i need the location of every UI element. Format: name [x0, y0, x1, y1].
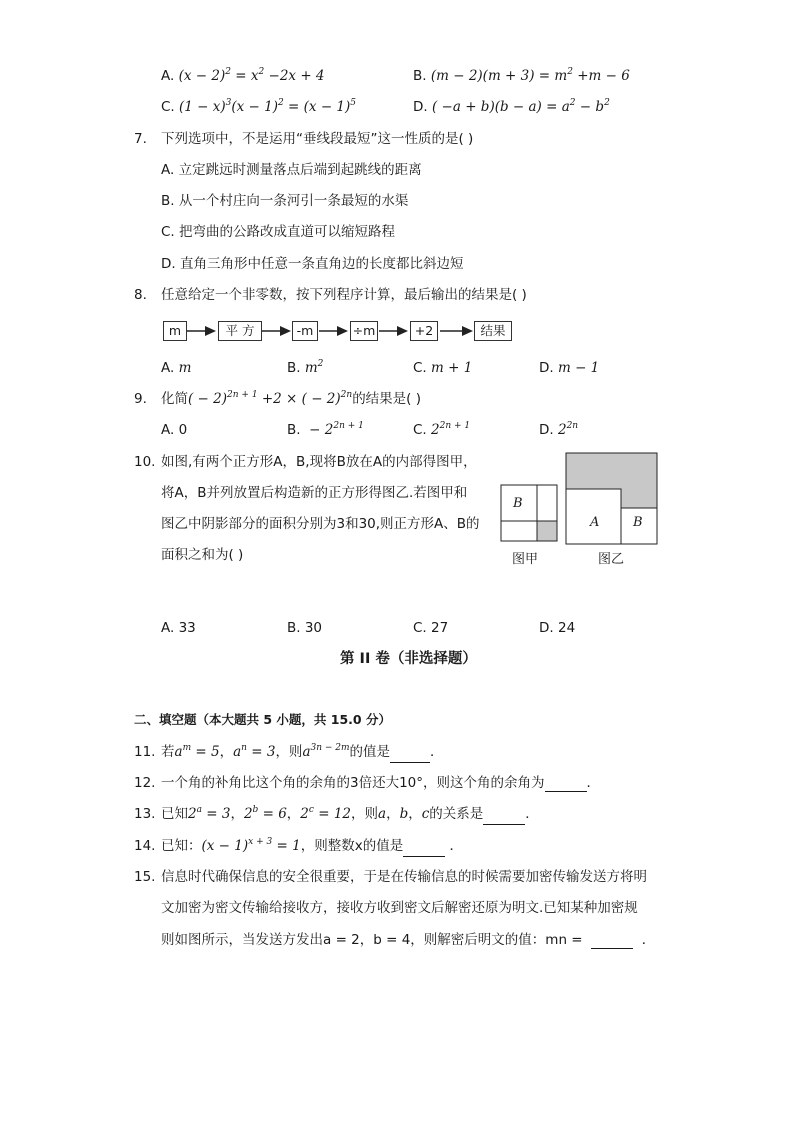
q11: 11. 若$a^m = 5$，$a^n = 3$，则$a^{3n - 2m}$的值是 ． [134, 743, 444, 763]
figure-yi-caption: 图乙 [598, 552, 625, 567]
answer-blank[interactable] [390, 748, 430, 763]
q6-option-a: A. $(x - 2)^2 = x^2 -2x + 4$ [161, 67, 325, 84]
answer-blank[interactable] [591, 934, 633, 949]
q7-option-d: D. 直角三角形中任意一条直角边的长度都比斜边短 [161, 256, 464, 272]
flow-box-square: 平 方 [218, 321, 262, 341]
section2-title: 二、填空题（本大题共 5 小题，共 15.0 分） [134, 712, 391, 727]
q10-option-a: A. 33 [161, 620, 196, 636]
q13: 13. 已知$2^a = 3$，$2^b = 6$，$2^c = 12$，则a，b，c的关系是 ． [134, 805, 539, 825]
q9-option-b: B. − $2^{2n + 1}$ [287, 421, 364, 438]
q9-option-a: A. 0 [161, 422, 188, 438]
q10-stem-line-3: 图乙中阴影部分的面积分别为3和30,则正方形A、B的 [161, 516, 480, 532]
arrow-icon [187, 324, 217, 338]
figure-jia [500, 484, 560, 544]
q9-option-c: C. $2^{2n + 1}$ [413, 421, 471, 438]
q15-line-3: 则如图所示，当发送方发出a = 2，b = 4，则解密后明文的值：mn = ． [161, 932, 656, 948]
square-b-label-jia: B [513, 496, 523, 511]
arrow-icon [319, 324, 349, 338]
q10-option-d: D. 24 [539, 620, 576, 636]
q14: 14. 已知：$(x - 1)^{x + 3} = 1$，则整数x的值是 ． [134, 837, 463, 857]
q8-option-b: B. $m^2$ [287, 359, 324, 376]
answer-blank[interactable] [403, 842, 445, 857]
square-a-label-yi: A [590, 515, 600, 530]
figure-jia-caption: 图甲 [512, 552, 539, 567]
q10-option-c: C. 27 [413, 620, 449, 636]
q7-option-a: A. 立定跳远时测量落点后端到起跳线的距离 [161, 162, 422, 178]
arrow-icon [379, 324, 409, 338]
flow-box-result: 结果 [474, 321, 512, 341]
q8-option-d: D. m − 1 [539, 360, 600, 376]
square-b-label-yi: B [633, 515, 643, 530]
q10-stem-line-4: 面积之和为( ) [161, 547, 244, 563]
q15-line-2: 文加密为密文传输给接收方，接收方收到密文后解密还原为明文.已知某种加密规 [161, 900, 638, 916]
q7-option-b: B. 从一个村庄向一条河引一条最短的水渠 [161, 193, 409, 209]
q10-stem-line-1: 10. 如图,有两个正方形A，B,现将B放在A的内部得图甲， [134, 454, 477, 470]
flow-box-input: m [163, 321, 187, 341]
q10-option-b: B. 30 [287, 620, 323, 636]
q15-line-1: 15. 信息时代确保信息的安全很重要，于是在传输信息的时候需要加密传输发送方将明 [134, 869, 647, 885]
q12: 12. 一个角的补角比这个角的余角的3倍还大10°，则这个角的余角为 ． [134, 775, 601, 791]
q6-option-c: C. $(1 - x)^3(x - 1)^2 = (x - 1)^5$ [161, 98, 357, 115]
figure-yi [565, 452, 659, 546]
q6-option-d: D. ( $-a + b)(b - a) = a^2 - b^2$ [413, 98, 610, 115]
q6-option-b: B. $(m - 2)(m + 3) = m^2 +m - 6$ [413, 67, 630, 84]
q8-stem: 8. 任意给定一个非零数，按下列程序计算，最后输出的结果是( ) [134, 287, 527, 303]
q7-option-c: C. 把弯曲的公路改成直道可以缩短路程 [161, 224, 396, 240]
flow-box-minus-m: -m [292, 321, 318, 341]
q8-option-c: C. m + 1 [413, 360, 473, 376]
answer-blank[interactable] [483, 810, 525, 825]
q8-option-a: A. m [161, 360, 192, 376]
answer-blank[interactable] [545, 777, 587, 792]
q7-stem: 7. 下列选项中，不是运用“垂线段最短”这一性质的是( ) [134, 131, 474, 147]
arrow-icon [440, 324, 474, 338]
part2-title: 第 II 卷（非选择题） [340, 651, 477, 667]
q9-stem: 9. 化简( − 2)$^{2n + 1}$ +2 × ( − 2)$^{2n}$的结果是( ) [134, 390, 422, 407]
arrow-icon [262, 324, 292, 338]
q10-stem-line-2: 将A，B并列放置后构造新的正方形得图乙.若图甲和 [161, 485, 468, 501]
flow-box-plus-2: +2 [410, 321, 438, 341]
flow-box-divide-m: ÷m [350, 321, 378, 341]
q9-option-d: D. $2^{2n}$ [539, 421, 579, 438]
